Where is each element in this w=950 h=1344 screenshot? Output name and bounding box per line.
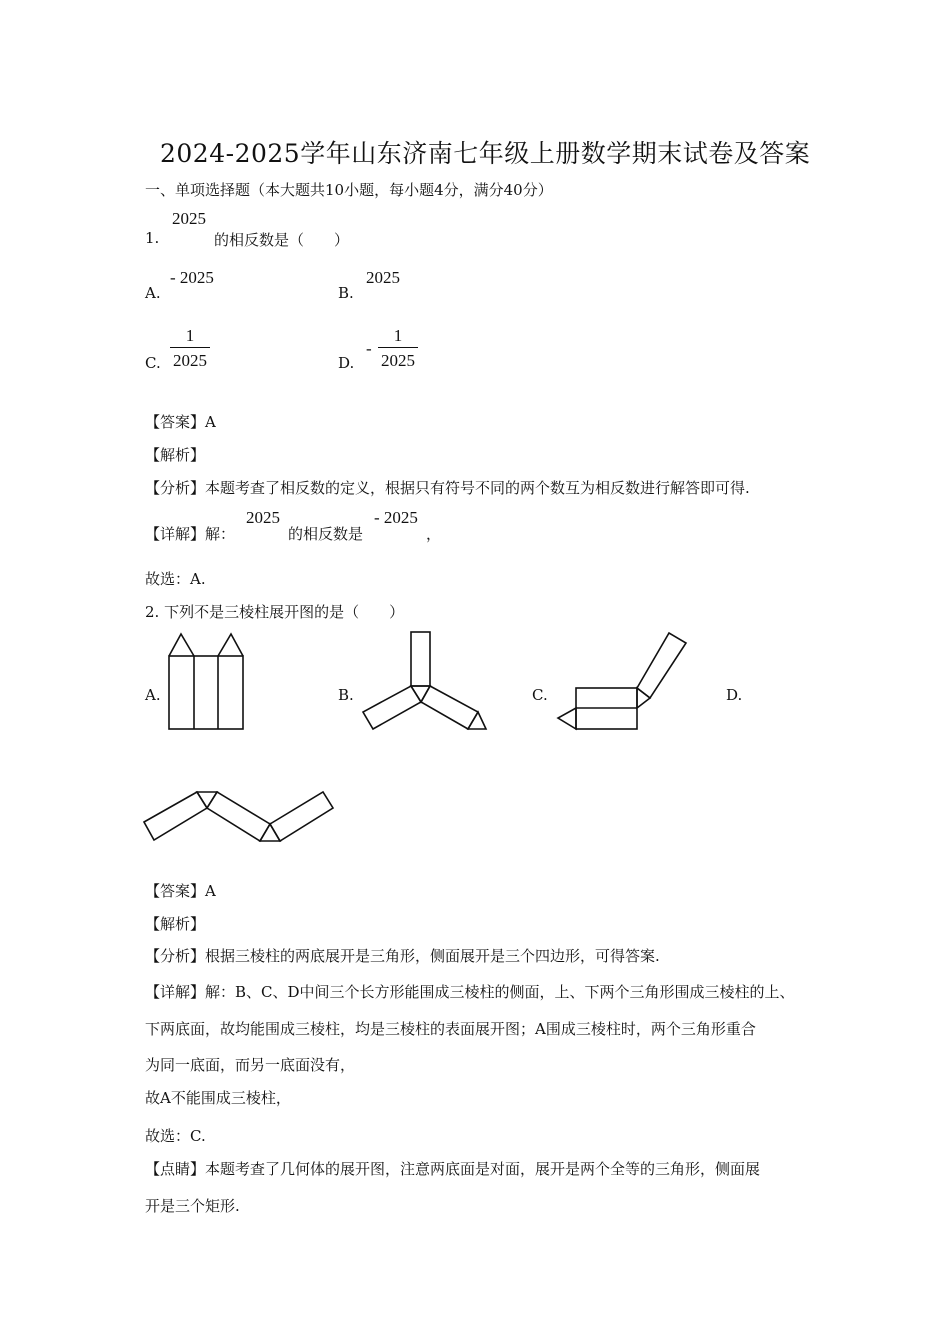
- q2-analysis: 【分析】根据三棱柱的两底展开是三角形，侧面展开是三个四边形，可得答案.: [145, 947, 660, 965]
- q1-option-d-label: D.: [338, 354, 355, 372]
- q2-option-a-label: A.: [145, 686, 161, 704]
- q2-choice: 故选：C.: [145, 1127, 206, 1145]
- q1-detail-end: ，: [426, 525, 442, 543]
- q1-option-c-denominator: 2025: [173, 351, 207, 370]
- q1-detail-label: 【详解】解：: [145, 525, 236, 543]
- q2-analysis-heading: 【解析】: [145, 915, 206, 933]
- q2-answer: 【答案】A: [145, 882, 216, 900]
- q2-option-c-label: C.: [532, 686, 548, 704]
- q1-analysis: 【分析】本题考查了相反数的定义，根据只有符号不同的两个数互为相反数进行解答即可得.: [145, 479, 750, 497]
- q1-choice: 故选：A.: [145, 570, 206, 588]
- q1-analysis-heading: 【解析】: [145, 446, 206, 464]
- section-heading: 一、单项选择题（本大题共10小题，每小题4分，满分40分）: [145, 181, 553, 199]
- q1-stem: 的相反数是（ ）: [214, 231, 350, 249]
- q1-option-b-value: 2025: [366, 268, 400, 287]
- q1-detail-expression-1: 2025: [246, 508, 280, 527]
- q1-option-c-label: C.: [145, 354, 161, 372]
- q1-option-b-label: B.: [338, 284, 354, 302]
- q1-option-d-denominator: 2025: [381, 351, 415, 370]
- q2-detail-line-2: 下两底面，故均能围成三棱柱，均是三棱柱的表面展开图；A围成三棱柱时，两个三角形重合: [145, 1020, 756, 1038]
- q1-option-d-sign: -: [366, 339, 372, 358]
- q1-option-d-numerator: 1: [393, 326, 403, 345]
- q1-option-c-numerator: 1: [185, 326, 195, 345]
- q2-detail-line-4: 故A不能围成三棱柱，: [145, 1089, 291, 1107]
- q2-detail-line-1: 【详解】解：B、C、D中间三个长方形能围成三棱柱的侧面，上、下两个三角形围成三棱柱的上、: [145, 983, 795, 1001]
- q2-detail-line-3: 为同一底面，而另一底面没有，: [145, 1056, 356, 1074]
- q2-comment-line-1: 【点睛】本题考查了几何体的展开图，注意两底面是对面，展开是两个全等的三角形，侧面展: [145, 1160, 761, 1178]
- q1-expression: 2025: [172, 209, 206, 228]
- q2-comment-line-2: 开是三个矩形.: [145, 1197, 240, 1215]
- q1-detail-text: 的相反数是: [288, 525, 364, 543]
- q1-option-a-label: A.: [145, 284, 161, 302]
- q2-option-b-label: B.: [338, 686, 354, 704]
- q1-option-a-value: - 2025: [170, 268, 214, 287]
- q2-stem: 2. 下列不是三棱柱展开图的是（ ）: [145, 603, 405, 621]
- q1-detail-expression-2: - 2025: [374, 508, 418, 527]
- page-title: 2024-2025学年山东济南七年级上册数学期末试卷及答案: [160, 139, 811, 168]
- q1-answer: 【答案】A: [145, 413, 216, 431]
- q1-number: 1.: [145, 229, 160, 247]
- q2-option-d-label: D.: [726, 686, 743, 704]
